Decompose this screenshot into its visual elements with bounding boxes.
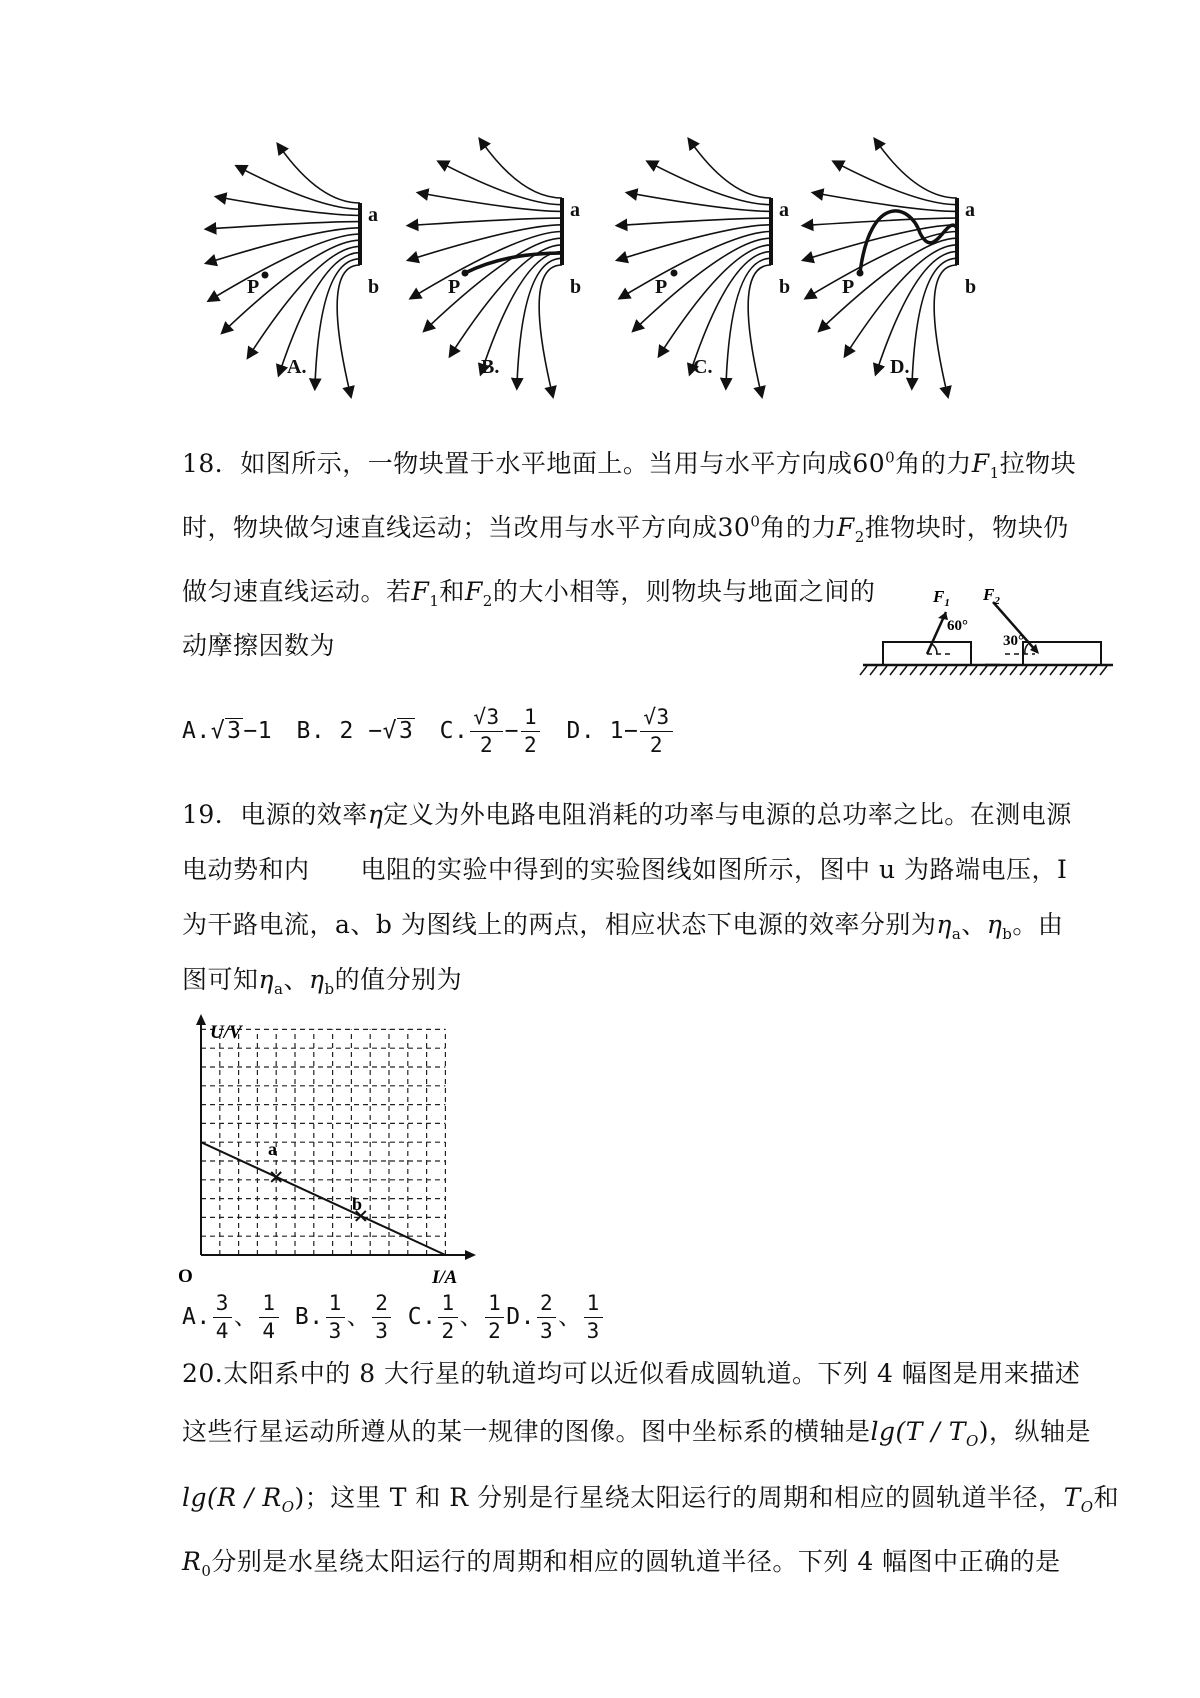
panel-label-b: B.: [481, 356, 500, 378]
point-p: [262, 272, 269, 279]
field-lines-figure: [0, 0, 1200, 400]
q19-ui-graph: [170, 1010, 510, 1290]
field-line: [837, 163, 957, 204]
field-line: [621, 218, 771, 225]
q18-line2: 时，物块做匀速直线运动；当改用与水平方向成$30^0$角的力$F_2$推物块时，物块仍: [182, 512, 1069, 546]
panel-c-end-a: a: [779, 199, 789, 221]
field-line: [877, 142, 957, 198]
q19-line4: 图可知$\eta_a$、$\eta_b$的值分别为: [182, 965, 463, 998]
q18-option-a: A.√3−1: [182, 718, 273, 744]
field-panel-0: [210, 147, 360, 393]
field-line: [807, 218, 957, 225]
q19-option-c: C. $\frac{1}{2}$ 、 $\frac{1}{2}$: [408, 1304, 507, 1330]
q18-line3: 做匀速直线运动。若$F_1$和$F_2$的大小相等，则物块与地面之间的: [182, 577, 876, 610]
q18-options: [182, 704, 675, 759]
q19-line1: 19．电源的效率η定义为外电路电阻消耗的功率与电源的总功率之比。在测电源: [182, 800, 1072, 829]
q19-options: [182, 1290, 605, 1345]
point-a-label: a: [268, 1139, 277, 1159]
q18-force-figure: [855, 572, 1115, 682]
fig17-panels: [0, 0, 1200, 400]
q19-line3: 为干路电流，a、b 为图线上的两点，相应状态下电源的效率分别为$\eta_a$、$\eta_b$。由: [182, 910, 1064, 943]
field-line: [748, 265, 771, 393]
field-line: [210, 222, 360, 229]
q18-line1: 18．如图所示，一物块置于水平地面上。当用与水平方向成$60^0$角的力$F_1$拉物块: [182, 448, 1077, 482]
field-line: [412, 218, 562, 225]
q18-line4: 动摩擦因数为: [182, 631, 336, 660]
field-line: [651, 163, 771, 204]
panel-label-d: D.: [890, 356, 910, 378]
q18-option-c: C. $\frac{√3}{2}$ − $\frac{1}{2}$: [440, 718, 543, 744]
panel-b-point-p: P: [448, 276, 461, 298]
q20-line1: 20.太阳系中的 8 大行星的轨道均可以近似看成圆轨道。下列 4 幅图是用来描述: [182, 1359, 1081, 1388]
panel-b-end-b: b: [570, 276, 582, 298]
graph-grid: [201, 1029, 445, 1255]
panel-a-end-a: a: [368, 204, 378, 226]
origin-label: O: [178, 1266, 193, 1287]
panel-label-c: C.: [693, 356, 713, 378]
field-line: [442, 163, 562, 204]
field-line: [280, 253, 360, 372]
field-line: [623, 232, 771, 297]
point-p: [671, 270, 678, 277]
f1-label: $F_1$: [933, 587, 950, 609]
panel-c-point-p: P: [655, 276, 668, 298]
angle-60-label: 60°: [947, 618, 968, 634]
panel-d-end-b: b: [965, 276, 977, 298]
field-line: [240, 168, 360, 209]
field-line: [539, 265, 562, 393]
panel-a-end-b: b: [368, 276, 380, 298]
q19-option-a: A. $\frac{3}{4}$ 、 $\frac{1}{4}$: [182, 1304, 281, 1330]
field-line: [482, 142, 562, 198]
field-line: [934, 265, 957, 393]
x-axis-label: I/A: [432, 1267, 458, 1288]
panel-a-point-p: P: [247, 276, 260, 298]
field-panel-3: [807, 142, 957, 393]
panel-d-end-a: a: [965, 199, 975, 221]
panel-b-end-a: a: [570, 199, 580, 221]
field-line: [337, 265, 360, 393]
q20-line2: 这些行星运动所遵从的某一规律的图像。图中坐标系的横轴是$\lg(T / T_O)$，纵轴是: [182, 1417, 1092, 1450]
blocks-diagram: [855, 572, 1115, 682]
q18-option-d: D. 1− $\frac{√3}{2}$: [567, 718, 675, 744]
panel-d-point-p: P: [842, 276, 855, 298]
panel-label-a: A.: [287, 356, 307, 378]
q19-line2: 电动势和内 电阻的实验中得到的实验图线如图所示，图中 u 为路端电压，I: [182, 855, 1068, 884]
q20-line3: $\lg(R / R_O)$；这里 T 和 R 分别是行星绕太阳运行的周期和相应的圆轨道半径，$T_O$和: [182, 1483, 1120, 1516]
q19-option-b: B. $\frac{1}{3}$ 、 $\frac{2}{3}$: [295, 1304, 394, 1330]
y-axis-label: U/V: [210, 1022, 242, 1043]
point-b-label: b: [352, 1194, 363, 1214]
f2-label: $F_2$: [983, 585, 1000, 607]
q18-option-b: B. 2 −√3: [296, 718, 414, 744]
q20-line4: $R_0$分别是水星绕太阳运行的周期和相应的圆轨道半径。下列 4 幅图中正确的是: [182, 1547, 1061, 1580]
panel-c-end-b: b: [779, 276, 791, 298]
angle-30-label: 30°: [1003, 633, 1024, 649]
field-line: [691, 142, 771, 198]
field-line: [621, 225, 771, 259]
ui-graph-svg: [170, 1010, 510, 1290]
q19-option-d: D. $\frac{2}{3}$ 、 $\frac{1}{3}$: [506, 1304, 605, 1330]
field-line: [280, 147, 360, 203]
